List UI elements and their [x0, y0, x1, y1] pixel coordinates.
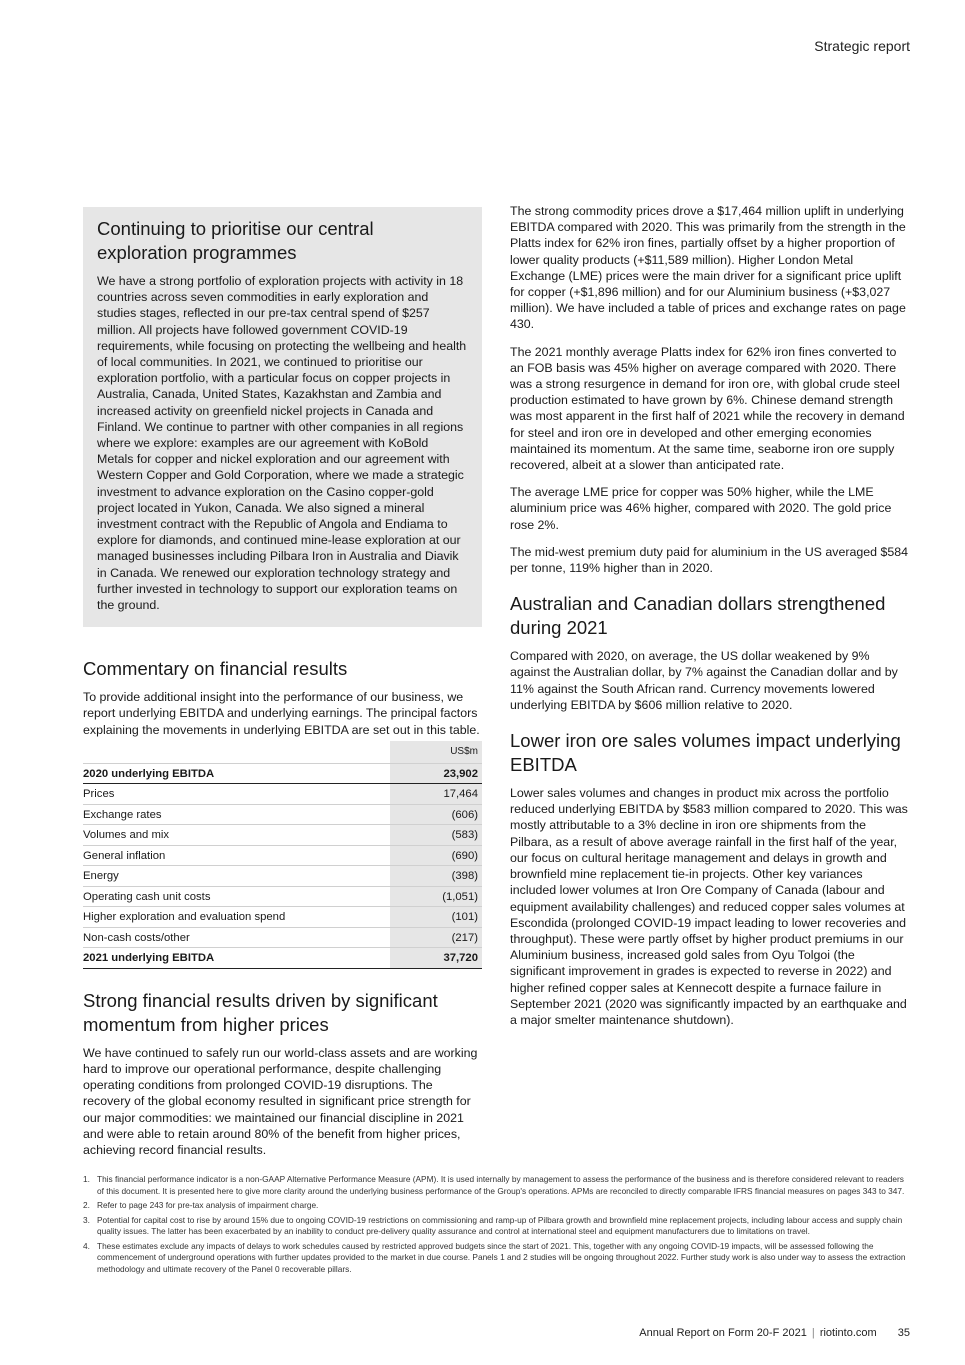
footnote-number: 1.	[83, 1174, 90, 1184]
row-label: Exchange rates	[83, 804, 390, 825]
row-label: Volumes and mix	[83, 825, 390, 846]
row-value: 23,902	[390, 763, 482, 784]
table-row-opening	[83, 763, 482, 784]
row-value: (398)	[390, 866, 482, 887]
website-link[interactable]: riotinto.com	[819, 1327, 877, 1339]
table-row	[83, 866, 482, 887]
iron-ore-section	[510, 729, 910, 1028]
footnote-number: 3.	[83, 1214, 90, 1225]
right-column	[510, 203, 910, 1039]
footnote-text: This financial performance indicator is a non-GAAP Alternative Performance Measure (APM). It is used internally by management to assess the performance of the business and is therefore considered relevant to readers of this document. It is presented here to give more clarity around the underlying business performance of the Group's operations. APMs are reconciled to directly comparable IFRS financial measures on pages 343 to 347.	[97, 1174, 905, 1196]
footnote	[83, 1200, 910, 1212]
row-label: Higher exploration and evaluation spend	[83, 907, 390, 928]
fx-body: Compared with 2020, on average, the US dollar weakened by 9% against the Australian dollar, by 7% against the Canadian dollar and by 11% against the South African rand. Currency movements lowered underlying EBITDA by $606 million relative to 2020.	[510, 649, 898, 712]
footnote-number: 4.	[83, 1240, 90, 1251]
commentary-section	[83, 657, 482, 738]
footnote	[83, 1241, 910, 1276]
fx-section	[510, 592, 910, 713]
strong-results-section	[83, 989, 482, 1158]
row-value: (690)	[390, 845, 482, 866]
table-header-row	[83, 741, 482, 764]
row-value: (217)	[390, 927, 482, 948]
page-footer	[639, 1327, 910, 1339]
row-label: 2021 underlying EBITDA	[83, 948, 390, 969]
footnote-text: Refer to page 243 for pre-tax analysis of impairment charge.	[97, 1200, 319, 1210]
section-header: Strategic report	[814, 38, 910, 54]
row-value: (606)	[390, 804, 482, 825]
iron-ore-body: Lower sales volumes and changes in product mix across the portfolio reduced underlying EBITDA by $583 million compared to 2020. This was mostly attributable to a 3% decline in iron ore shipments from the Pilbara, as a result of above average rainfall in the first half of the year, our focus on cultural heritage management and delays in growth and brownfield mine replacement tie-in projects. Other key variances included lower volumes at Iron Ore Company of Canada (labour and equipment availability challenges) and reduced copper sales volumes at Escondida (prolonged COVID-19 impact leading to lower recoveries and throughput). These were partly offset by higher product premiums in our Aluminium business, increased gold sales from Oyu Tolgoi (the significant improvement in grades is expected to reverse in 2022) and higher refined copper sales at Kennecott despite a furnace failure in September 2021 (2020 was significantly impacted by an earthquake and a major smelter maintenance shutdown).	[510, 786, 908, 1027]
table-row	[83, 825, 482, 846]
row-label: Non-cash costs/other	[83, 927, 390, 948]
exploration-heading: Continuing to prioritise our central exploration programmes	[97, 218, 374, 263]
prices-paragraph: The strong commodity prices drove a $17,464 million uplift in underlying EBITDA compared with 2020. This was primarily from the strength in the Platts index for 62% iron fines, partially offset by a higher proportion of lower quality products (+$11,589 million). Higher London Metal Exchange (LME) prices were the main driver for a significant price uplift for copper (+$1,896 million) and for our Aluminium business (+$3,027 million). We have included a table of prices and exchange rates on page 430.	[510, 204, 906, 332]
exploration-body: We have a strong portfolio of exploration projects with activity in 18 countries across seven commodities in early exploration and studies stages, reflected in our pre-tax central spend of $257 million. All projects have followed government COVID-19 requirements, while focusing on protecting the wellbeing and health of local communities. In 2021, we continued to prioritise our exploration portfolio, with a particular focus on copper projects in Australia, Canada, United States, Kazakhstan and Zambia and increased activity on greenfield nickel projects in Canada and Finland. We continue to partner with other companies in all regions where we explore: examples are our agreement with KoBold Metals for copper and nickel exploration and our agreement with Western Copper and Gold Corporation, where we made a strategic investment to advance exploration on the Casino copper-gold project located in Yukon, Canada. We also signed a mineral investment contract with the Republic of Angola and Endiama to explore for diamonds, and continued mine-lease exploration at our managed businesses including Pilbara Iron in Australia and Diavik in Canada. We renewed our exploration technology strategy and further invested in technology to support our exploration teams on the ground.	[97, 274, 467, 613]
commentary-heading: Commentary on financial results	[83, 658, 348, 680]
table-row	[83, 907, 482, 928]
row-label: 2020 underlying EBITDA	[83, 763, 390, 784]
table-row	[83, 927, 482, 948]
footnote	[83, 1174, 910, 1197]
footnotes	[83, 1174, 910, 1278]
lme-paragraph: The average LME price for copper was 50% higher, while the LME aluminium price was 46% higher, compared with 2020. The gold price rose 2%.	[510, 485, 892, 532]
page-number: 35	[897, 1327, 910, 1339]
row-label: Energy	[83, 866, 390, 887]
table-row	[83, 886, 482, 907]
report-name: Annual Report on Form 20-F 2021	[639, 1327, 807, 1339]
strong-results-body: We have continued to safely run our world-class assets and are working hard to improve our operational performance, despite challenging operating conditions from prolonged COVID-19 disruptions. The recovery of the global economy resulted in significant price strength for our major commodities: we maintained our financial discipline in 2021 and were able to retain around 80% of the benefit from higher prices, achieving record financial results.	[83, 1045, 478, 1158]
row-value: (101)	[390, 907, 482, 928]
fx-heading: Australian and Canadian dollars strengthened during 2021	[510, 593, 886, 639]
strong-results-heading: Strong financial results driven by significant momentum from higher prices	[83, 989, 438, 1035]
ebitda-table	[83, 741, 482, 969]
left-column	[83, 207, 482, 1169]
unit-header: US$m	[390, 741, 482, 764]
row-value: (583)	[390, 825, 482, 846]
row-value: 17,464	[390, 784, 482, 805]
row-label: Prices	[83, 784, 390, 805]
footnote	[83, 1215, 910, 1238]
table-row	[83, 804, 482, 825]
row-value: (1,051)	[390, 886, 482, 907]
row-value: 37,720	[390, 948, 482, 969]
iron-ore-heading: Lower iron ore sales volumes impact underlying EBITDA	[510, 730, 901, 776]
commentary-body: To provide additional insight into the performance of our business, we report underlying EBITDA and underlying earnings. The principal factors explaining the movements in underlying EBITDA are set out in this table.	[83, 690, 480, 737]
table-row	[83, 845, 482, 866]
platts-paragraph: The 2021 monthly average Platts index for 62% iron fines converted to an FOB basis was 45% higher on average compared with 2020. There was a strong resurgence in demand for iron ore, with global crude steel production estimated to have grown by 6%. Chinese demand strength was most apparent in the first half of 2021 while the recovery in demand for steel and iron ore in developed and other emerging economies maintained its momentum. At the same time, seaborne iron ore supply recovered, albeit at a slower than anticipated rate.	[510, 344, 905, 473]
aluminium-premium-paragraph: The mid-west premium duty paid for aluminium in the US averaged $584 per tonne, 119% higher than in 2020.	[510, 544, 909, 576]
table-row	[83, 784, 482, 805]
row-label: General inflation	[83, 845, 390, 866]
table-row-closing	[83, 948, 482, 969]
footer-separator: |	[811, 1327, 815, 1339]
footnote-text: Potential for capital cost to rise by around 15% due to ongoing COVID-19 restrictions on commissioning and ramp-up of Pilbara growth and brownfield mine replacement projects, including labour access and supply chain quality issues. The latter has been exacerbated by an inability to conduct pre-delivery quality assurance and control at international steel and equipment manufacturers due to limitations on travel.	[97, 1214, 903, 1236]
exploration-box	[83, 207, 482, 627]
footnote-number: 2.	[83, 1200, 90, 1210]
row-label: Operating cash unit costs	[83, 886, 390, 907]
footnote-text: These estimates exclude any impacts of delays to work schedules caused by restricted approved budgets since the start of 2021. This, together with any ongoing COVID-19 impacts, will be assessed following the commencement of underground operations with further updates provided to the market in due course. Panels 1 and 2 studies will be ongoing throughout 2022. Further study work is also under way to assess the extraction methodology and ultimate recovery of the Panel 0 recoverable pillars.	[97, 1240, 906, 1274]
